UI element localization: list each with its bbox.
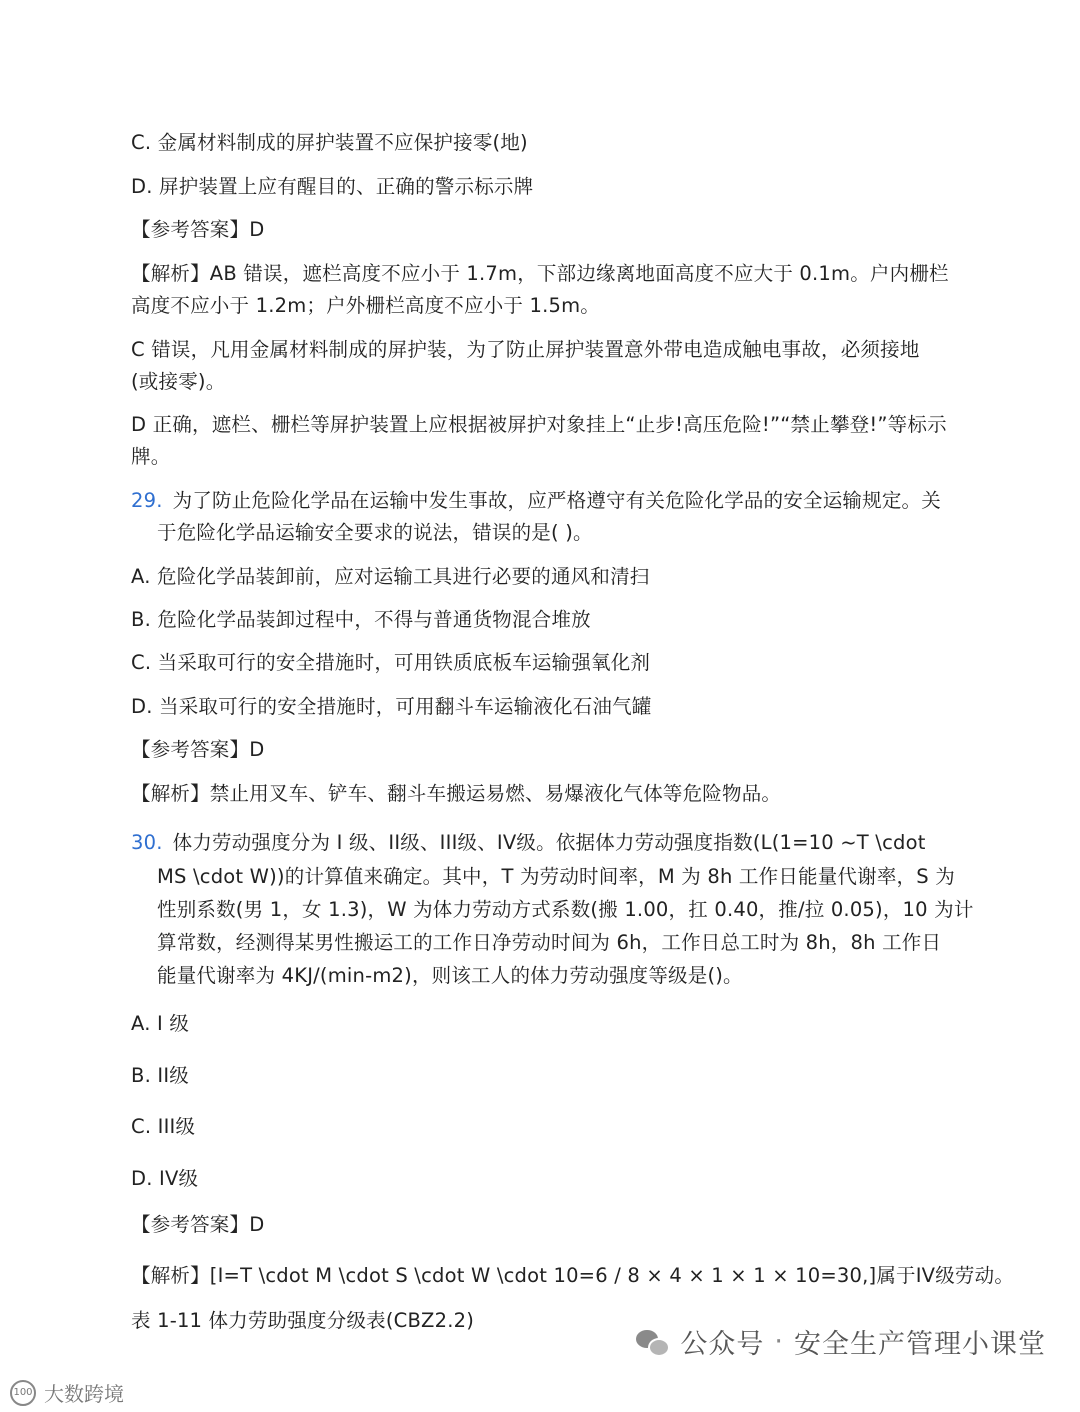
- analysis-prev-line-3: C 错误，凡用金属材料制成的屏护装，为了防止屏护装置意外带电造成触电事故，必须接地: [131, 338, 920, 361]
- corner-logo: [10, 1378, 124, 1407]
- analysis-prev-line-6: 牌。: [131, 445, 171, 468]
- analysis-prev-line-1: 【解析】AB 错误，遮栏高度不应小于 1.7m，下部边缘离地面高度不应大于 0.1m。户内栅栏: [131, 262, 949, 285]
- question-30-stem-line-5: 能量代谢率为 4KJ/(min-m2)，则该工人的体力劳动强度等级是()。: [157, 964, 743, 987]
- question-29-option-c: C. 当采取可行的安全措施时，可用铁质底板车运输强氧化剂: [131, 651, 651, 674]
- analysis-prev-line-5: D 正确，遮栏、栅栏等屏护装置上应根据被屏护对象挂上“止步!高压危险!”“禁止攀登!”等标示: [131, 413, 947, 436]
- answer-prev: 【参考答案】D: [131, 218, 265, 241]
- question-30-stem-line-2: MS \cdot W))的计算值来确定。其中，T 为劳动时间率，M 为 8h 工作日能量代谢率，S 为: [157, 865, 955, 888]
- question-30-option-d: D. IV级: [131, 1167, 199, 1190]
- question-30-stem-line-1: 体力劳动强度分为 I 级、II级、III级、IV级。依据体力劳动强度指数(L(1=10 ~T \cdot: [172, 831, 926, 854]
- question-29-number: 29.: [131, 489, 163, 512]
- option-d-prev: D. 屏护装置上应有醒目的、正确的警示标示牌: [131, 175, 534, 198]
- question-30-stem-line-3: 性别系数(男 1，女 1.3)，W 为体力劳动方式系数(搬 1.00，扛 0.40，推/拉 0.05)，10 为计: [157, 898, 974, 921]
- question-30-option-b: B. II级: [131, 1064, 189, 1087]
- analysis-prev-line-2: 高度不应小于 1.2m；户外栅栏高度不应小于 1.5m。: [131, 294, 601, 317]
- wechat-watermark: [636, 1322, 1046, 1361]
- question-30-number: 30.: [131, 831, 163, 854]
- watermark-label: 公众号: [680, 1329, 765, 1360]
- question-29-stem-line-2: 于危险化学品运输安全要求的说法，错误的是( )。: [157, 521, 593, 544]
- question-30-analysis: 【解析】[I=T \cdot M \cdot S \cdot W \cdot 10=6 / 8 × 4 × 1 × 1 × 10=30,]属于IV级劳动。: [131, 1264, 1015, 1287]
- table-caption: 表 1-11 体力劳助强度分级表(CBZ2.2): [131, 1309, 475, 1332]
- question-29-stem: [131, 486, 941, 516]
- wechat-icon: [636, 1328, 668, 1356]
- corner-logo-text: 大数跨境: [44, 1382, 124, 1406]
- logo-icon: 100: [10, 1380, 36, 1406]
- question-30-option-a: A. I 级: [131, 1012, 190, 1035]
- question-29-option-d: D. 当采取可行的安全措施时，可用翻斗车运输液化石油气罐: [131, 695, 652, 718]
- watermark-account: 安全生产管理小课堂: [794, 1329, 1046, 1360]
- question-29-analysis: 【解析】禁止用叉车、铲车、翻斗车搬运易燃、易爆液化气体等危险物品。: [131, 782, 782, 805]
- question-30-option-c: C. III级: [131, 1115, 196, 1138]
- watermark-separator: ·: [774, 1326, 784, 1357]
- question-29-option-b: B. 危险化学品装卸过程中，不得与普通货物混合堆放: [131, 608, 591, 631]
- question-29-option-a: A. 危险化学品装卸前，应对运输工具进行必要的通风和清扫: [131, 565, 650, 588]
- question-30-stem: [131, 828, 926, 858]
- question-29-stem-line-1: 为了防止危险化学品在运输中发生事故，应严格遵守有关危险化学品的安全运输规定。关: [172, 489, 941, 512]
- question-30-answer: 【参考答案】D: [131, 1213, 265, 1236]
- analysis-prev-line-4: (或接零)。: [131, 370, 226, 393]
- question-29-answer: 【参考答案】D: [131, 738, 265, 761]
- option-c-prev: C. 金属材料制成的屏护装置不应保护接零(地): [131, 131, 528, 154]
- question-30-stem-line-4: 算常数，经测得某男性搬运工的工作日净劳动时间为 6h，工作日总工时为 8h，8h 工作日: [157, 931, 942, 954]
